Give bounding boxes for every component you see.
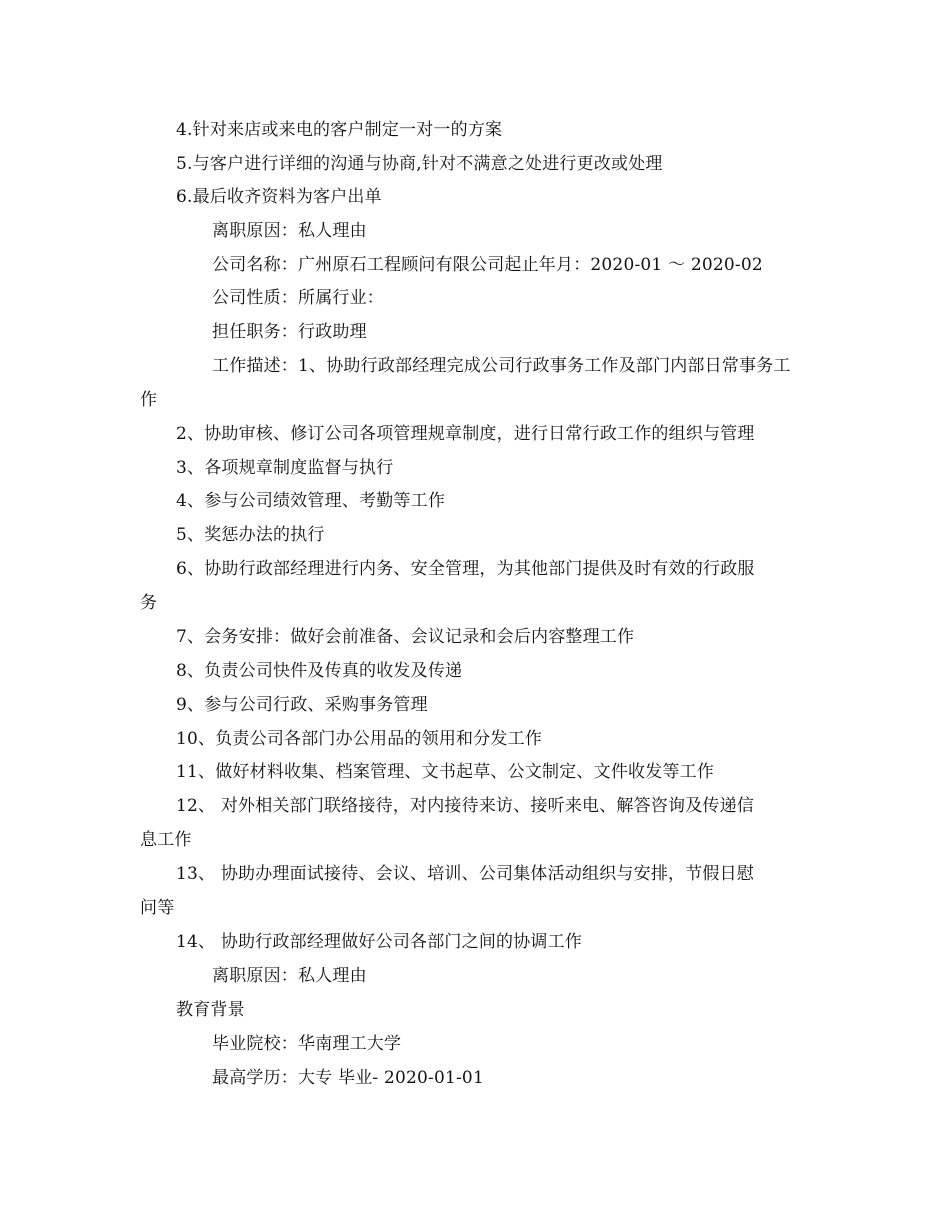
degree-value: 大专 毕业- 2020-01-01: [298, 1068, 484, 1088]
job-description-wrap: 作: [140, 390, 158, 410]
duty-item: 9、参与公司行政、采购事务管理: [176, 695, 428, 715]
company-name-value: 广州原石工程顾问有限公司起止年月：2020-01 ～ 2020-02: [298, 255, 763, 275]
company-name-row: [140, 254, 820, 276]
duty-item: 3、各项规章制度监督与执行: [176, 458, 394, 478]
degree-row: [140, 1067, 820, 1089]
education-heading: 教育背景: [176, 1000, 245, 1020]
position-label: 担任职务：: [212, 322, 298, 342]
service-step-6: 6.最后收齐资料为客户出单: [176, 187, 382, 207]
position-value: 行政助理: [298, 322, 367, 342]
duty-item-wrap: 息工作: [140, 830, 192, 850]
company-nature-value: 所属行业：: [298, 288, 384, 308]
position-row: [140, 321, 820, 343]
duty-item: 7、会务安排：做好会前准备、会议记录和会后内容整理工作: [176, 627, 635, 647]
service-step-4: 4.针对来店或来电的客户制定一对一的方案: [176, 120, 503, 140]
school-row: [140, 1033, 820, 1055]
duty-item: 13、 协助办理面试接待、会议、培训、公司集体活动组织与安排，节假日慰: [176, 864, 755, 884]
duty-item: 14、 协助行政部经理做好公司各部门之间的协调工作: [176, 932, 583, 952]
leave-reason-value: 私人理由: [298, 966, 367, 986]
leave-reason-label: 离职原因：: [212, 221, 298, 241]
duty-item: 12、 对外相关部门联络接待，对内接待来访、接听来电、解答咨询及传递信: [176, 796, 755, 816]
leave-reason-label: 离职原因：: [212, 966, 298, 986]
job-description-label: 工作描述：: [212, 356, 298, 376]
duty-item: 10、负责公司各部门办公用品的领用和分发工作: [176, 729, 543, 749]
duty-item: 5、奖惩办法的执行: [176, 525, 325, 545]
duty-item: 4、参与公司绩效管理、考勤等工作: [176, 491, 446, 511]
school-label: 毕业院校：: [212, 1034, 298, 1054]
duty-item-wrap: 务: [140, 593, 158, 613]
job-description-row: [140, 355, 820, 377]
leave-reason-row-2: [140, 965, 820, 987]
company-nature-row: [140, 287, 820, 309]
duty-item-wrap: 问等: [140, 898, 175, 918]
company-name-label: 公司名称：: [212, 255, 298, 275]
degree-label: 最高学历：: [212, 1068, 298, 1088]
company-nature-label: 公司性质：: [212, 288, 298, 308]
leave-reason-value: 私人理由: [298, 221, 367, 241]
duty-item: 11、做好材料收集、档案管理、文书起草、公文制定、文件收发等工作: [176, 762, 715, 782]
leave-reason-row: [140, 220, 820, 242]
service-step-5: 5.与客户进行详细的沟通与协商,针对不满意之处进行更改或处理: [176, 154, 663, 174]
job-description-value: 1、协助行政部经理完成公司行政事务工作及部门内部日常事务工: [298, 356, 791, 376]
school-value: 华南理工大学: [298, 1034, 402, 1054]
duty-item: 8、负责公司快件及传真的收发及传递: [176, 661, 463, 681]
duty-item: 2、协助审核、修订公司各项管理规章制度，进行日常行政工作的组织与管理: [176, 424, 755, 444]
duty-item: 6、协助行政部经理进行内务、安全管理，为其他部门提供及时有效的行政服: [176, 559, 755, 579]
